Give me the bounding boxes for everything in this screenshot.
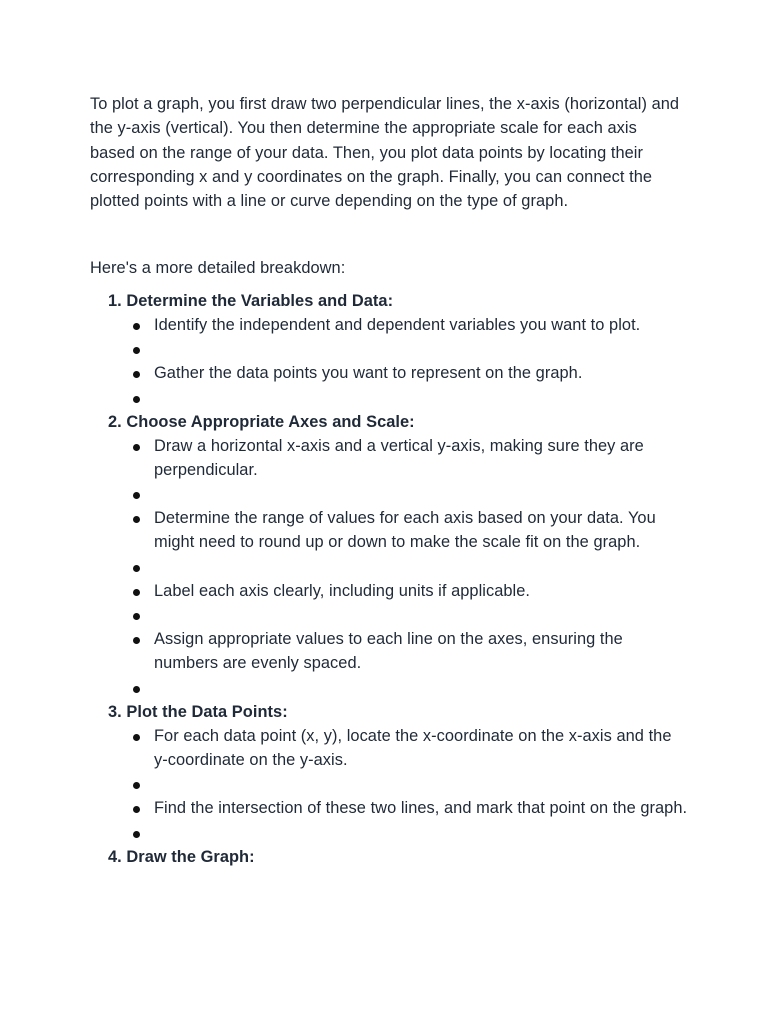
bullet-dot-icon: [133, 831, 140, 838]
bullet-dot-icon: [133, 686, 140, 693]
step-title: 2. Choose Appropriate Axes and Scale:: [108, 412, 415, 431]
bullet-dot-icon: [133, 589, 140, 596]
empty-bullet-item: [108, 821, 688, 845]
bullet-text: For each data point (x, y), locate the x-coordinate on the x-axis and the y-coordinate on the y-axis.: [154, 726, 672, 769]
step-title: 1. Determine the Variables and Data:: [108, 292, 394, 310]
bullet-dot-icon: [133, 492, 140, 499]
bullet-text: Find the intersection of these two lines, and mark that point on the graph.: [154, 799, 688, 818]
bullet-item: [108, 361, 688, 385]
step-item: [108, 410, 688, 700]
empty-bullet-item: [108, 603, 688, 627]
bullet-item: [108, 627, 688, 676]
bullet-dot-icon: [133, 396, 140, 403]
empty-bullet-item: [108, 676, 688, 700]
bullet-text: Assign appropriate values to each line on the axes, ensuring the numbers are evenly spaced.: [154, 630, 623, 673]
bullet-item: [108, 313, 688, 337]
bullet-dot-icon: [133, 782, 140, 789]
bullet-item: [108, 434, 688, 483]
step-item: [108, 289, 688, 410]
bullet-dot-icon: [133, 323, 140, 330]
empty-bullet-item: [108, 772, 688, 796]
bullet-item: [108, 724, 688, 773]
empty-bullet-item: [108, 386, 688, 410]
bullet-list: [108, 313, 688, 410]
step-title: 3. Plot the Data Points:: [108, 702, 288, 721]
step-title: 4. Draw the Graph:: [108, 847, 255, 866]
bullet-list: [108, 724, 688, 845]
bullet-list: [108, 434, 688, 700]
bullet-dot-icon: [133, 734, 140, 741]
bullet-dot-icon: [133, 444, 140, 451]
bullet-item: [108, 579, 688, 603]
bullet-text: Identify the independent and dependent variables you want to plot.: [154, 316, 641, 334]
empty-bullet-item: [108, 482, 688, 506]
bullet-dot-icon: [133, 371, 140, 378]
bullet-text: Label each axis clearly, including units if applicable.: [154, 581, 531, 600]
bullet-text: Gather the data points you want to represent on the graph.: [154, 364, 583, 383]
bullet-text: Draw a horizontal x-axis and a vertical y-axis, making sure they are perpendicular.: [154, 436, 644, 479]
bullet-dot-icon: [133, 565, 140, 572]
empty-bullet-item: [108, 555, 688, 579]
step-item: [108, 845, 688, 869]
step-item: [108, 700, 688, 845]
bullet-dot-icon: [133, 613, 140, 620]
bullet-dot-icon: [133, 637, 140, 644]
bullet-dot-icon: [133, 347, 140, 354]
bullet-dot-icon: [133, 806, 140, 813]
bullet-item: [108, 506, 688, 555]
empty-bullet-item: [108, 337, 688, 361]
intro-paragraph: To plot a graph, you first draw two perpendicular lines, the x-axis (horizontal) and the y-axis (vertical). You then determine the appropriate scale for each axis based on the range of your data. Then, you plot data points by locating their corresponding x and y coordinates on the graph. Finally, you can connect the plotted points with a line or curve depending on the type of graph.: [90, 95, 680, 211]
steps-list: [108, 289, 688, 869]
bullet-dot-icon: [133, 516, 140, 523]
bullet-item: [108, 796, 688, 820]
breakdown-lead: Here's a more detailed breakdown:: [90, 259, 346, 277]
bullet-text: Determine the range of values for each axis based on your data. You might need to round up or down to make the scale fit on the graph.: [154, 509, 656, 552]
